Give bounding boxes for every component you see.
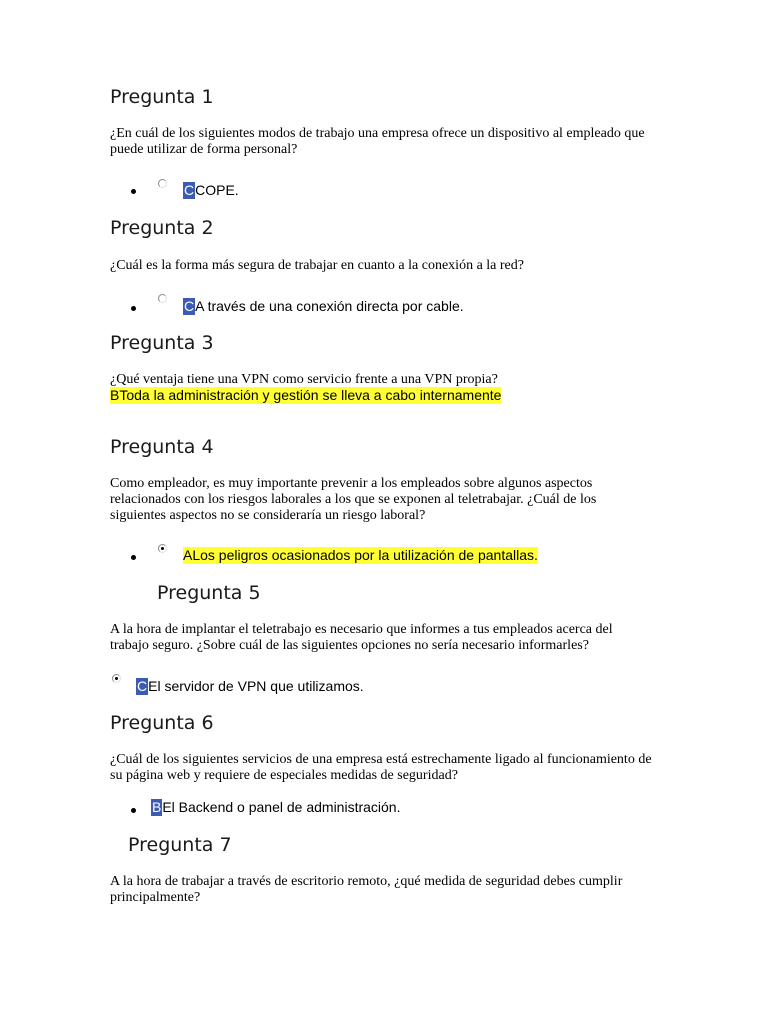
heading-pregunta-3: Pregunta 3 bbox=[110, 332, 214, 354]
answer-text: Los peligros ocasionados por la utilización de pantallas. bbox=[192, 547, 538, 563]
question-text-5: A la hora de implantar el teletrabajo es necesario que informes a tus empleados acerca del trabajo seguro. ¿Sobre cuál de las siguientes opciones no sería necesario informarles? bbox=[110, 622, 613, 653]
question-text-1: ¿En cuál de los siguientes modos de trabajo una empresa ofrece un dispositivo al empleado que puede utilizar de forma personal? bbox=[110, 126, 645, 157]
radio-button-icon[interactable] bbox=[158, 294, 167, 303]
answer-2 bbox=[183, 298, 464, 315]
radio-button-selected-icon[interactable] bbox=[158, 544, 167, 553]
question-text-7: A la hora de trabajar a través de escritorio remoto, ¿qué medida de seguridad debes cumplir principalmente? bbox=[110, 874, 623, 905]
question-text-2: ¿Cuál es la forma más segura de trabajar en cuanto a la conexión a la red? bbox=[110, 258, 524, 273]
question-text-6: ¿Cuál de los siguientes servicios de una empresa está estrechamente ligado al funcionamiento de su página web y requiere de especiales medidas de seguridad? bbox=[110, 752, 652, 783]
answer-text: COPE. bbox=[195, 182, 239, 198]
answer-4 bbox=[183, 547, 538, 564]
heading-pregunta-7: Pregunta 7 bbox=[128, 834, 232, 856]
answer-3 bbox=[110, 387, 501, 404]
answer-6 bbox=[151, 799, 401, 816]
answer-letter: C bbox=[137, 678, 148, 694]
bullet-icon bbox=[131, 306, 136, 311]
radio-button-icon[interactable] bbox=[158, 179, 167, 188]
answer-text: El Backend o panel de administración. bbox=[162, 799, 401, 815]
answer-letter: C bbox=[184, 298, 195, 314]
heading-pregunta-4: Pregunta 4 bbox=[110, 436, 214, 458]
bullet-icon bbox=[131, 808, 136, 813]
heading-pregunta-2: Pregunta 2 bbox=[110, 217, 214, 239]
answer-text: A través de una conexión directa por cable. bbox=[195, 298, 464, 314]
answer-letter: A bbox=[183, 547, 193, 563]
answer-text: El servidor de VPN que utilizamos. bbox=[148, 678, 364, 694]
answer-text: Toda la administración y gestión se lleva a cabo internamente bbox=[119, 387, 502, 403]
bullet-icon bbox=[131, 189, 136, 194]
heading-pregunta-5: Pregunta 5 bbox=[157, 582, 261, 604]
answer-letter: B bbox=[152, 799, 162, 815]
heading-pregunta-6: Pregunta 6 bbox=[110, 712, 214, 734]
question-text-3: ¿Qué ventaja tiene una VPN como servicio frente a una VPN propia? bbox=[110, 372, 498, 387]
answer-letter: B bbox=[110, 387, 120, 403]
question-text-4: Como empleador, es muy importante prevenir a los empleados sobre algunos aspectos relacionados con los riesgos laborales a los que se exponen al teletrabajar. ¿Cuál de los siguientes aspectos no se consideraría un riesgo laboral? bbox=[110, 476, 597, 523]
heading-pregunta-1: Pregunta 1 bbox=[110, 86, 214, 108]
answer-5 bbox=[136, 678, 364, 695]
answer-letter: C bbox=[184, 182, 195, 198]
answer-1 bbox=[183, 182, 239, 199]
bullet-icon bbox=[131, 555, 136, 560]
radio-button-selected-icon[interactable] bbox=[112, 674, 121, 683]
